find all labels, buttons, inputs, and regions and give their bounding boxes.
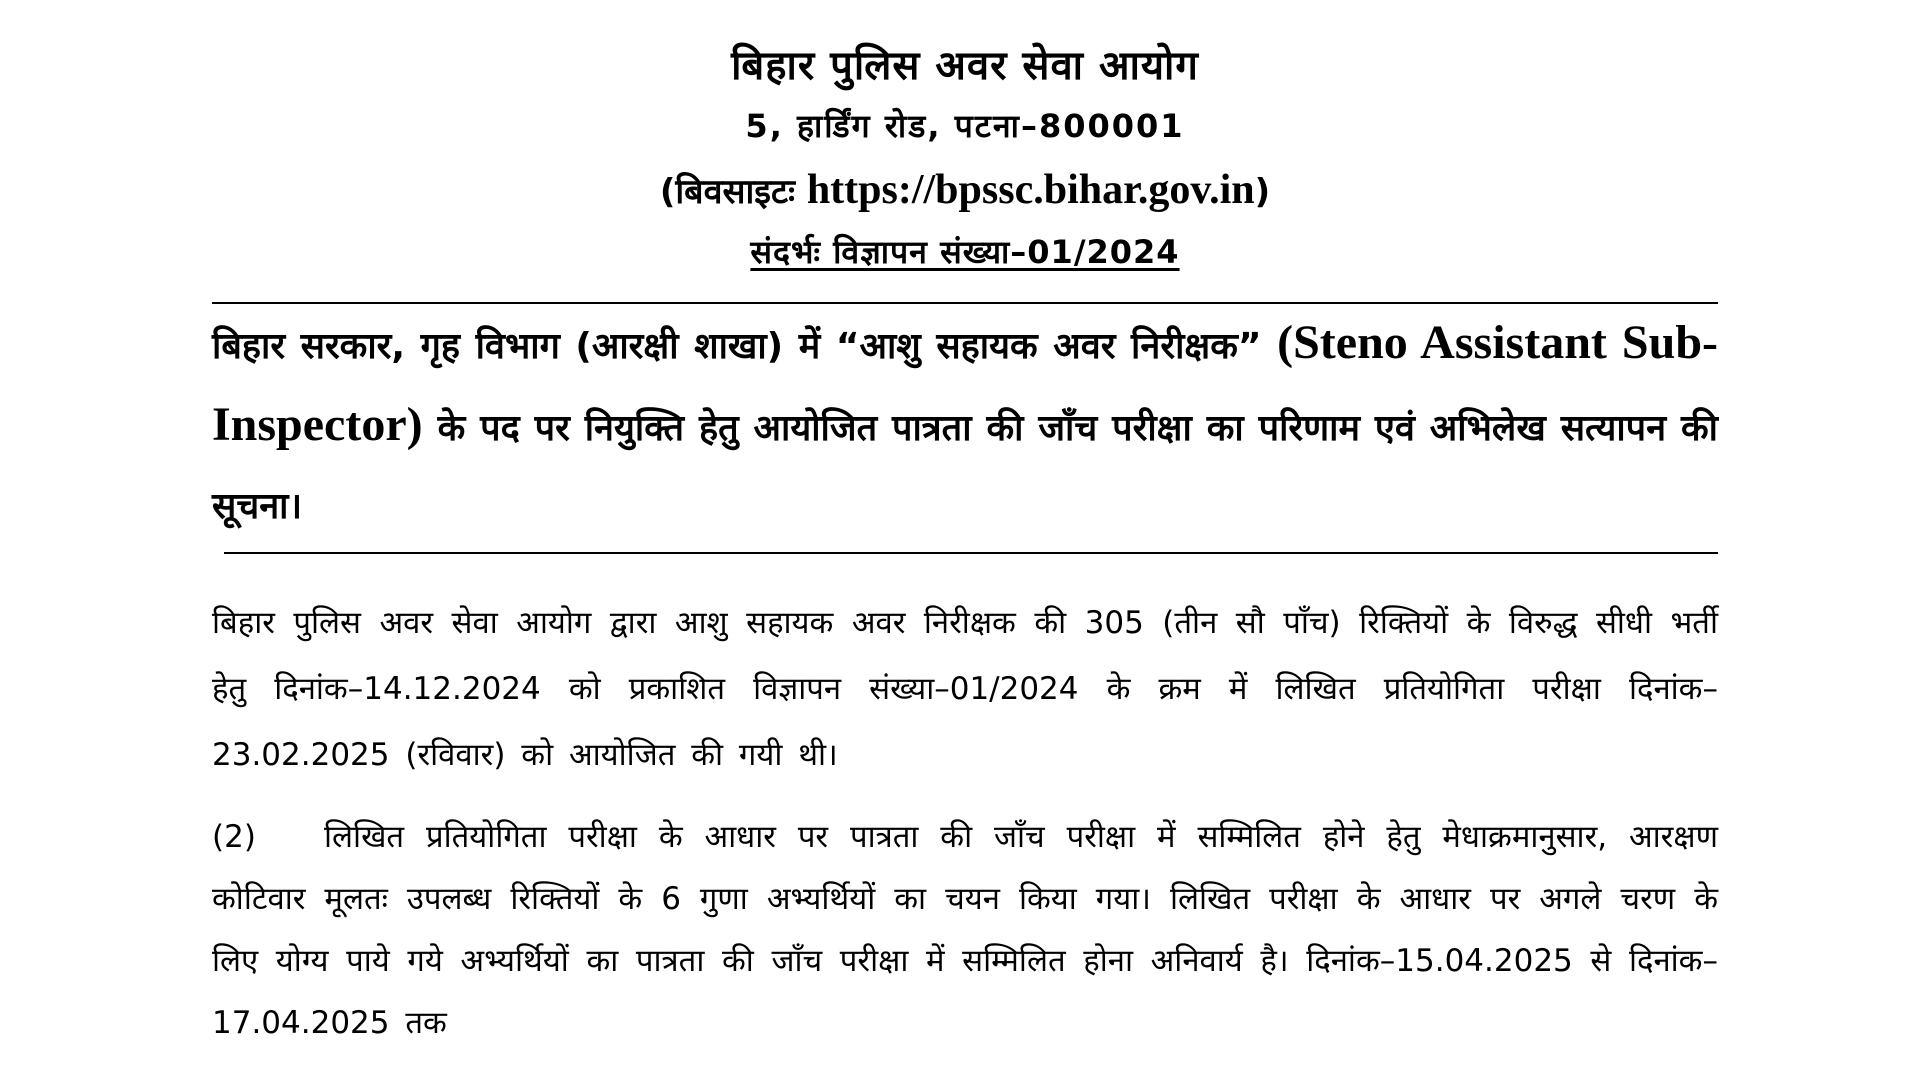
organization-address: 5, हार्डिंग रोड, पटना–800001	[745, 107, 1185, 145]
subject-part-2: के पद पर नियुक्ति हेतु आयोजित पात्रता की जाँच परीक्षा का परिणाम एवं अभिलेख सत्यापन की सूचना।	[212, 408, 1718, 527]
subject-part-1: बिहार सरकार, गृह विभाग (आरक्षी शाखा) में “आशु सहायक अवर निरीक्षक”	[212, 326, 1278, 367]
paragraph-2-number: (2)	[212, 819, 256, 855]
letterhead	[212, 38, 1718, 280]
website-close: )	[1254, 172, 1271, 212]
paragraph-1: बिहार पुलिस अवर सेवा आयोग द्वारा आशु सहायक अवर निरीक्षक की 305 (तीन सौ पाँच) रिक्तियों के विरुद्ध सीधी भर्ती हेतु दिनांक–14.12.2024 को प्रकाशित विज्ञापन संख्या–01/2024 के क्रम में लिखित प्रतियोगिता परीक्षा दिनांक–23.02.2025 (रविवार) को आयोजित की गयी थी।	[212, 605, 1718, 773]
subject-english-post: (Steno Assistant Sub-Inspector)	[212, 316, 1718, 451]
notice-subject	[212, 304, 1718, 546]
organization-name: बिहार पुलिस अवर सेवा आयोग	[731, 43, 1199, 89]
website-line	[212, 158, 1718, 224]
reference-line: संदर्भः विज्ञापन संख्या–01/2024	[750, 233, 1180, 271]
website-label: (बिवसाइटः	[659, 172, 807, 212]
paragraph-2	[212, 806, 1718, 1054]
subject-bottom-rule	[224, 552, 1718, 554]
website-url: https://bpssc.bihar.gov.in	[806, 167, 1255, 213]
document-page	[212, 38, 1718, 1054]
paragraph-2-text: लिखित प्रतियोगिता परीक्षा के आधार पर पात्रता की जाँच परीक्षा में सम्मिलित होने हेतु मेधाक्रमानुसार, आरक्षण कोटिवार मूलतः उपलब्ध रिक्तियों के 6 गुणा अभ्यर्थियों का चयन किया गया। लिखित परीक्षा के आधार पर अगले चरण के लिए योग्य पाये गये अभ्यर्थियों का पात्रता की जाँच परीक्षा में सम्मिलित होना अनिवार्य है। दिनांक–15.04.2025 से दिनांक–17.04.2025 तक	[212, 819, 1718, 1041]
